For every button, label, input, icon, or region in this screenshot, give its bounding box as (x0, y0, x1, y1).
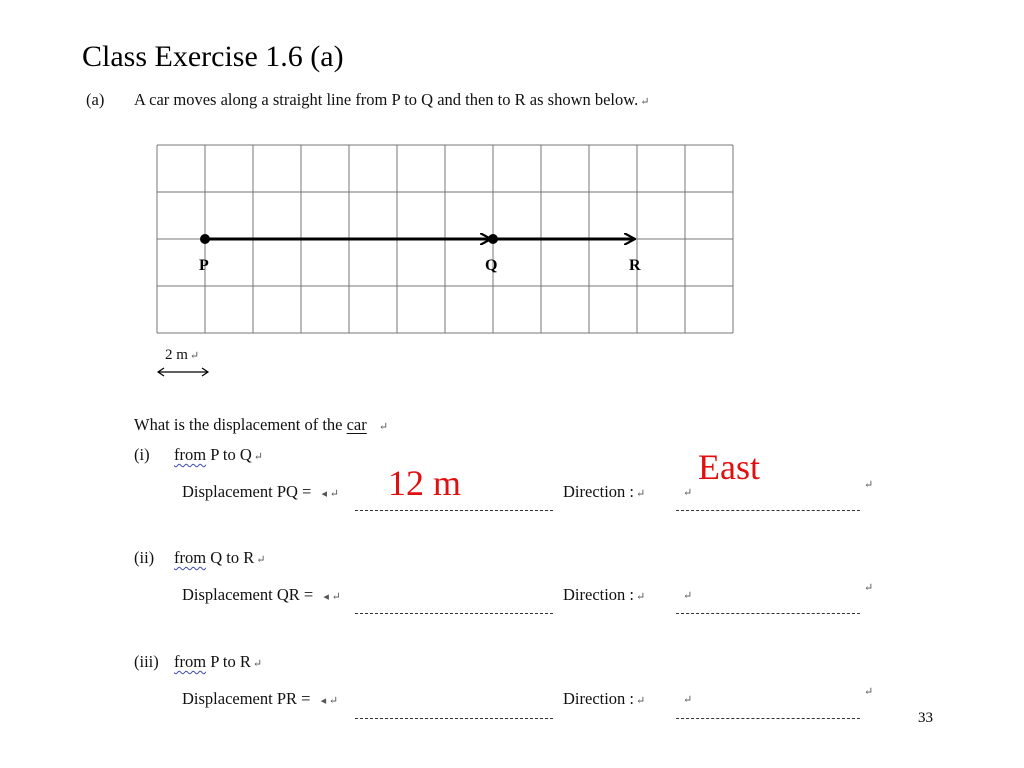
paragraph-mark-icon: ↵ (636, 591, 646, 603)
question-label: (a) (86, 90, 105, 109)
paragraph-mark-icon: ↵ (683, 590, 693, 602)
point-p-label: P (199, 257, 209, 274)
point-q-dot (488, 234, 498, 244)
paragraph-mark-icon: ↵ (864, 479, 874, 491)
answer-displacement-pq[interactable]: 12 m (388, 463, 462, 503)
part-i-direction-text: Direction : (563, 482, 635, 501)
part-i-displacement-label (182, 482, 339, 502)
paragraph-mark-icon: ↵ (683, 487, 693, 499)
slide-title: Class Exercise 1.6 (a) (82, 40, 344, 73)
paragraph-mark-icon: ↵ (864, 686, 874, 698)
part-ii-heading-rest: Q to R (206, 548, 255, 567)
paragraph-mark-icon: ↵ (256, 554, 266, 566)
scale-label (165, 347, 199, 364)
paragraph-mark-icon: ↵ (189, 350, 200, 362)
part-ii-direction-text: Direction : (563, 585, 635, 604)
prompt-text (134, 415, 388, 435)
part-i-heading-underlined: from (174, 445, 207, 464)
direction-line-pr[interactable] (676, 718, 860, 719)
question-text (134, 90, 649, 110)
answer-line-pq[interactable] (355, 510, 553, 511)
paragraph-mark-icon: ↵ (636, 488, 646, 500)
motion-diagram (150, 140, 740, 385)
answer-line-qr[interactable] (355, 613, 553, 614)
direction-line-pq[interactable] (676, 510, 860, 511)
part-ii-displacement-label (182, 585, 341, 605)
paragraph-mark-icon: ↵ (253, 451, 263, 463)
paragraph-mark-icon: ↵ (378, 421, 389, 433)
direction-line-qr[interactable] (676, 613, 860, 614)
question-text-body: A car moves along a straight line from P to Q and then to R as shown below. (134, 90, 639, 109)
answer-direction-pq[interactable]: East (698, 447, 760, 487)
point-p-dot (200, 234, 210, 244)
paragraph-mark-icon: ↵ (640, 96, 650, 108)
paragraph-mark-icon: ◂ ↵ (321, 488, 339, 500)
part-iii-displacement-label (182, 689, 338, 709)
part-i-displacement-text: Displacement PQ = (182, 482, 312, 501)
paragraph-mark-icon: ◂ ↵ (320, 695, 339, 707)
paragraph-mark-icon: ◂ ↵ (323, 591, 341, 603)
point-q-label: Q (485, 257, 498, 274)
scale-label-text: 2 m (165, 347, 188, 363)
part-ii-label: (ii) (134, 548, 155, 567)
part-i-label: (i) (134, 445, 150, 464)
part-ii-direction-label (563, 585, 645, 605)
part-ii-heading (174, 548, 265, 568)
prompt-underlined-word: car (346, 415, 367, 434)
paragraph-mark-icon: ↵ (252, 658, 263, 670)
part-iii-direction-label (563, 689, 645, 709)
paragraph-mark-icon: ↵ (864, 582, 874, 594)
part-i-heading-rest: P to Q (206, 445, 252, 464)
answer-line-pr[interactable] (355, 718, 553, 719)
paragraph-mark-icon: ↵ (636, 695, 646, 707)
part-iii-heading-rest: P to R (206, 652, 251, 671)
part-iii-label: (iii) (134, 652, 159, 671)
part-ii-displacement-text: Displacement QR = (182, 585, 314, 604)
prompt-lead: What is the displacement of the (134, 415, 343, 434)
part-iii-direction-text: Direction : (563, 689, 635, 708)
part-i-heading (174, 445, 263, 465)
part-ii-heading-underlined: from (174, 548, 207, 567)
point-r-label: R (629, 257, 641, 274)
scale-arrow-icon (156, 365, 210, 379)
part-iii-displacement-text: Displacement PR = (182, 689, 311, 708)
page-number: 33 (918, 710, 933, 726)
part-iii-heading (174, 652, 262, 672)
paragraph-mark-icon: ↵ (683, 694, 693, 706)
part-iii-heading-underlined: from (174, 652, 207, 671)
part-i-direction-label (563, 482, 645, 502)
